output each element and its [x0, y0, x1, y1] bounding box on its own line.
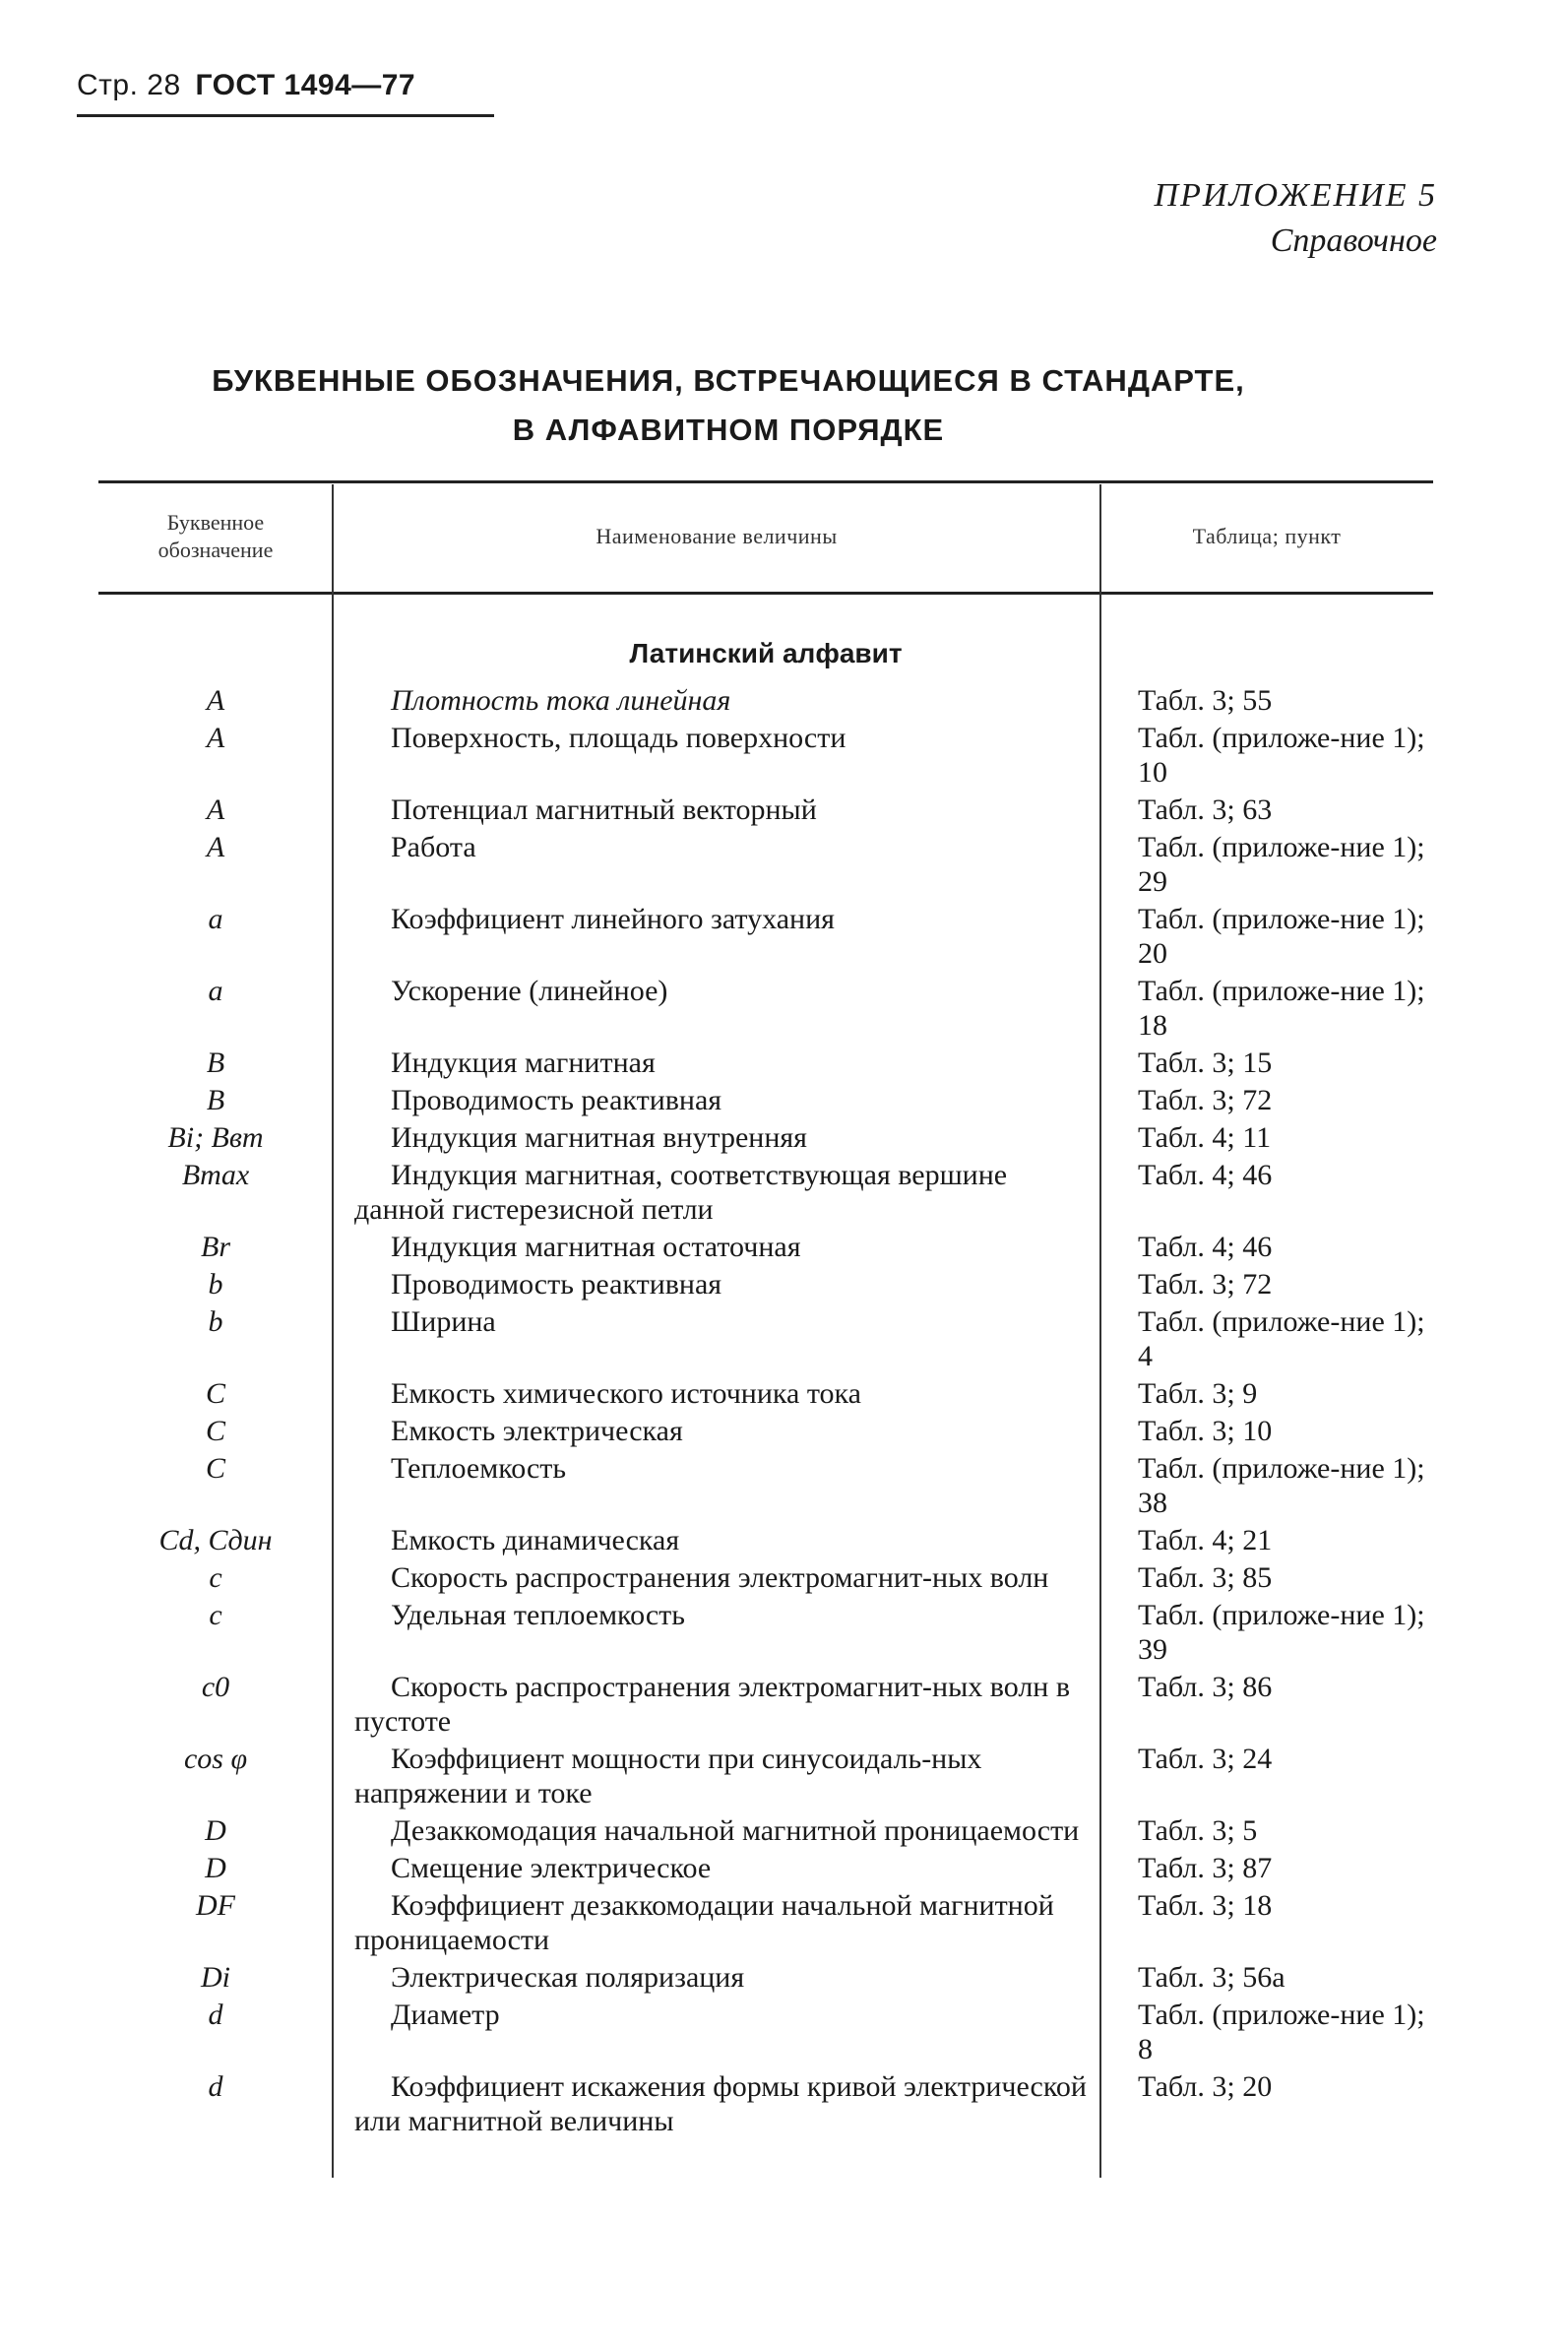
table-row	[98, 1851, 1433, 1885]
row-ref-text: Табл. 3; 24	[1138, 1743, 1273, 1775]
row-ref	[1100, 1304, 1433, 1373]
row-ref-text: Табл. 3; 18	[1138, 1889, 1273, 1922]
row-name-text: Дезаккомодация начальной магнитной проницаемости	[391, 1814, 1080, 1847]
row-name	[333, 1670, 1100, 1739]
page-number: Стр. 28	[77, 69, 181, 101]
table-row	[98, 1120, 1433, 1155]
row-ref-text: Табл. (приложе-ние 1); 39	[1138, 1599, 1425, 1666]
row-name	[333, 1523, 1100, 1557]
symbols-table	[98, 480, 1433, 668]
row-name	[333, 902, 1100, 971]
row-ref-text: Табл. (приложе-ние 1); 18	[1138, 975, 1425, 1042]
row-ref	[1100, 1813, 1433, 1848]
table-row	[98, 1451, 1433, 1520]
row-ref-text: Табл. 3; 10	[1138, 1415, 1273, 1447]
row-symbol: B	[206, 1047, 225, 1079]
row-symbol: b	[208, 1305, 223, 1338]
row-name-text: Индукция магнитная внутренняя	[391, 1121, 807, 1154]
row-name-text: Коэффициент дезаккомодации начальной магнитной проницаемости	[354, 1889, 1054, 1956]
row-name	[333, 1046, 1100, 1080]
row-name	[333, 1598, 1100, 1667]
row-name-text: Проводимость реактивная	[391, 1268, 722, 1301]
row-name	[333, 1813, 1100, 1848]
row-ref-text: Табл. 3; 63	[1138, 793, 1273, 826]
standard-code: ГОСТ 1494—77	[195, 69, 416, 101]
table-body	[98, 683, 1433, 2141]
row-name-text: Коэффициент мощности при синусоидаль-ных напряжении и токе	[354, 1743, 982, 1809]
row-ref-text: Табл. (приложе-ние 1); 4	[1138, 1305, 1425, 1372]
row-symbol: cos φ	[183, 1743, 248, 1775]
table-row	[98, 683, 1433, 718]
row-symbol: Bmax	[181, 1159, 250, 1191]
table-row	[98, 1046, 1433, 1080]
row-ref-text: Табл. 3; 86	[1138, 1671, 1273, 1703]
table-row	[98, 974, 1433, 1043]
row-name-text: Диаметр	[391, 1999, 500, 2031]
column-header-symbol-line-1: Буквенное	[166, 510, 265, 535]
row-name	[333, 1083, 1100, 1117]
row-ref-text: Табл. 3; 55	[1138, 684, 1273, 717]
section-heading: Латинский алфавит	[629, 638, 903, 668]
table-header-row	[98, 483, 1433, 590]
row-ref	[1100, 1046, 1433, 1080]
row-symbol: A	[206, 831, 225, 863]
row-ref	[1100, 1670, 1433, 1739]
row-name	[333, 1304, 1100, 1373]
row-symbol: A	[206, 793, 225, 826]
row-name-text: Коэффициент искажения формы кривой электрической или магнитной величины	[354, 2070, 1087, 2137]
page-title-line-1: БУКВЕННЫЕ ОБОЗНАЧЕНИЯ, ВСТРЕЧАЮЩИЕСЯ В СТАНДАРТЕ,	[212, 363, 1245, 398]
row-ref	[1100, 1960, 1433, 1995]
row-ref	[1100, 1998, 1433, 2066]
table-row	[98, 1998, 1433, 2066]
row-ref-text: Табл. 3; 5	[1138, 1814, 1258, 1847]
row-name-text: Электрическая поляризация	[391, 1961, 745, 1994]
page-header	[77, 69, 415, 102]
row-symbol: DF	[196, 1889, 235, 1922]
row-ref	[1100, 902, 1433, 971]
row-ref-text: Табл. (приложе-ние 1); 29	[1138, 831, 1425, 898]
row-ref	[1100, 2069, 1433, 2138]
column-header-name: Наименование величины	[596, 524, 838, 548]
column-header-ref: Таблица; пункт	[1192, 524, 1342, 548]
row-name	[333, 1230, 1100, 1264]
row-symbol: Bi; Bвт	[167, 1121, 264, 1154]
row-ref-text: Табл. 3; 20	[1138, 2070, 1273, 2103]
row-name-text: Удельная теплоемкость	[391, 1599, 685, 1631]
row-ref-text: Табл. 3; 56а	[1138, 1961, 1286, 1994]
table-row	[98, 1523, 1433, 1557]
row-symbol: D	[205, 1814, 226, 1847]
row-name	[333, 1120, 1100, 1155]
table-row	[98, 1888, 1433, 1957]
row-name	[333, 1560, 1100, 1595]
row-ref-text: Табл. (приложе-ние 1); 10	[1138, 722, 1425, 789]
table-row	[98, 1083, 1433, 1117]
row-symbol: Cd, Cдин	[158, 1524, 273, 1556]
row-symbol: c	[209, 1561, 222, 1594]
row-name	[333, 1158, 1100, 1227]
table-row	[98, 1376, 1433, 1411]
column-header-symbol	[98, 509, 333, 564]
row-symbol: Br	[201, 1231, 230, 1263]
row-ref-text: Табл. (приложе-ние 1); 8	[1138, 1999, 1425, 2065]
row-name	[333, 1414, 1100, 1448]
row-name-text: Коэффициент линейного затухания	[391, 903, 835, 935]
row-ref	[1100, 1120, 1433, 1155]
row-symbol: a	[208, 975, 223, 1007]
row-ref-text: Табл. 4; 11	[1138, 1121, 1272, 1154]
header-rule	[77, 114, 494, 117]
table-row	[98, 1960, 1433, 1995]
row-gap	[98, 2138, 1433, 2141]
row-ref	[1100, 1083, 1433, 1117]
row-ref	[1100, 721, 1433, 790]
row-symbol: d	[208, 1999, 223, 2031]
table-row	[98, 1742, 1433, 1810]
row-ref	[1100, 1888, 1433, 1957]
row-name-text: Ширина	[391, 1305, 496, 1338]
row-symbol: c0	[201, 1671, 230, 1703]
row-name	[333, 1998, 1100, 2066]
table-row	[98, 721, 1433, 790]
row-name-text: Ускорение (линейное)	[391, 975, 668, 1007]
page-title-line-2: В АЛФАВИТНОМ ПОРЯДКЕ	[512, 412, 945, 447]
row-symbol: d	[208, 2070, 223, 2103]
row-name-text: Емкость динамическая	[391, 1524, 680, 1556]
row-name-text: Индукция магнитная, соответствующая вершине данной гистерезисной петли	[354, 1159, 1008, 1226]
row-ref-text: Табл. 3; 85	[1138, 1561, 1273, 1594]
row-ref	[1100, 1523, 1433, 1557]
row-ref	[1100, 1414, 1433, 1448]
row-ref	[1100, 1230, 1433, 1264]
row-name	[333, 1960, 1100, 1995]
row-name	[333, 830, 1100, 899]
row-name-text: Емкость электрическая	[391, 1415, 683, 1447]
row-name-text: Поверхность, площадь поверхности	[391, 722, 847, 754]
row-name	[333, 721, 1100, 790]
appendix-title: ПРИЛОЖЕНИЕ 5	[1154, 177, 1437, 214]
table-row	[98, 1414, 1433, 1448]
row-ref	[1100, 1376, 1433, 1411]
row-name	[333, 1376, 1100, 1411]
row-name	[333, 974, 1100, 1043]
row-ref	[1100, 1851, 1433, 1885]
table-row	[98, 1267, 1433, 1301]
table-row	[98, 902, 1433, 971]
row-symbol: a	[208, 903, 223, 935]
row-name	[333, 683, 1100, 718]
row-ref-text: Табл. 3; 72	[1138, 1084, 1273, 1116]
row-ref	[1100, 1267, 1433, 1301]
row-name	[333, 1888, 1100, 1957]
page-title	[0, 356, 1457, 455]
row-name-text: Теплоемкость	[391, 1452, 567, 1485]
table-row	[98, 1670, 1433, 1739]
row-name-text: Скорость распространения электромагнит-ных волн	[391, 1561, 1049, 1594]
row-ref	[1100, 1598, 1433, 1667]
row-name	[333, 1451, 1100, 1520]
table-row	[98, 1560, 1433, 1595]
column-header-symbol-line-2: обозначение	[157, 538, 274, 562]
row-ref	[1100, 683, 1433, 718]
row-name-text: Проводимость реактивная	[391, 1084, 722, 1116]
row-ref-text: Табл. 3; 15	[1138, 1047, 1273, 1079]
row-name-text: Емкость химического источника тока	[391, 1377, 861, 1410]
row-ref	[1100, 1742, 1433, 1810]
row-symbol: c	[209, 1599, 222, 1631]
row-symbol: C	[205, 1377, 225, 1410]
row-ref-text: Табл. (приложе-ние 1); 38	[1138, 1452, 1425, 1519]
row-name	[333, 793, 1100, 827]
row-name-text: Плотность тока линейная	[391, 684, 731, 717]
row-ref-text: Табл. 3; 87	[1138, 1852, 1273, 1884]
row-name	[333, 1851, 1100, 1885]
row-name-text: Индукция магнитная	[391, 1047, 656, 1079]
row-symbol: Di	[201, 1961, 230, 1994]
row-name	[333, 2069, 1100, 2138]
table-row	[98, 2069, 1433, 2138]
row-ref-text: Табл. 4; 21	[1138, 1524, 1273, 1556]
row-ref	[1100, 1451, 1433, 1520]
appendix-subtitle: Справочное	[1270, 222, 1437, 259]
appendix-label	[1155, 173, 1437, 264]
table-row	[98, 1230, 1433, 1264]
row-name-text: Работа	[391, 831, 476, 863]
row-symbol: B	[206, 1084, 225, 1116]
row-ref-text: Табл. 4; 46	[1138, 1159, 1273, 1191]
row-name	[333, 1267, 1100, 1301]
row-ref	[1100, 793, 1433, 827]
row-name	[333, 1742, 1100, 1810]
row-name-text: Индукция магнитная остаточная	[391, 1231, 801, 1263]
table-row	[98, 830, 1433, 899]
row-ref	[1100, 974, 1433, 1043]
table-row	[98, 793, 1433, 827]
row-ref	[1100, 1158, 1433, 1227]
row-symbol: A	[206, 684, 225, 717]
table-row	[98, 1158, 1433, 1227]
row-symbol: b	[208, 1268, 223, 1301]
row-ref-text: Табл. 3; 72	[1138, 1268, 1273, 1301]
row-symbol: D	[205, 1852, 226, 1884]
row-ref-text: Табл. (приложе-ние 1); 20	[1138, 903, 1425, 970]
row-symbol: C	[205, 1415, 225, 1447]
row-name-text: Смещение электрическое	[391, 1852, 712, 1884]
table-header-rule	[98, 592, 1433, 595]
table-row	[98, 1598, 1433, 1667]
row-symbol: A	[206, 722, 225, 754]
row-ref-text: Табл. 4; 46	[1138, 1231, 1273, 1263]
row-ref	[1100, 830, 1433, 899]
table-row	[98, 1813, 1433, 1848]
row-ref-text: Табл. 3; 9	[1138, 1377, 1258, 1410]
row-name-text: Потенциал магнитный векторный	[391, 793, 817, 826]
table-row	[98, 1304, 1433, 1373]
row-symbol: C	[205, 1452, 225, 1485]
row-ref	[1100, 1560, 1433, 1595]
row-name-text: Скорость распространения электромагнит-ных волн в пустоте	[354, 1671, 1071, 1738]
